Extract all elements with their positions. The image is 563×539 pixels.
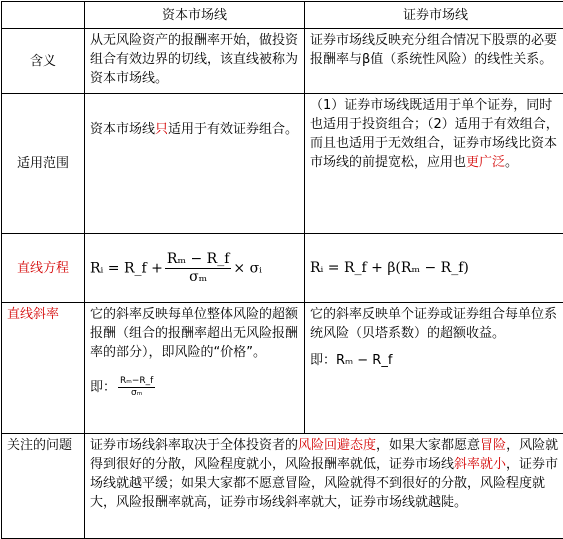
cell-sml-scope bbox=[305, 94, 563, 234]
sml-scope-text-1: （1）证券市场线既适用于单个证券，同时也适用于投资组合；（2）适用于有效组合，而且也适用于无效组合，证券市场线比资本市场线的前提宽松，应用也 bbox=[310, 98, 559, 170]
row-label-concern: 关注的问题 bbox=[2, 434, 85, 539]
row-label-slope: 直线斜率 bbox=[2, 303, 85, 434]
row-label-meaning: 含义 bbox=[2, 29, 85, 94]
cell-sml-slope bbox=[305, 303, 563, 434]
cml-eq-left: Rᵢ = R_f + bbox=[90, 260, 163, 276]
cml-slope-fraction bbox=[118, 376, 155, 399]
header-corner-cell bbox=[2, 2, 85, 29]
sml-scope-text-2: 。 bbox=[505, 155, 518, 170]
cml-slope-numerator: Rₘ−R_f bbox=[118, 376, 155, 388]
cml-slope-text: 它的斜率反映每单位整体风险的超额报酬（组合的报酬率超出无风险报酬率的部分），即风险的“价格”。 bbox=[90, 305, 299, 362]
cml-eq-denominator: σₘ bbox=[165, 269, 231, 286]
cell-cml-meaning: 从无风险资产的报酬率开始，做投资组合有效边界的切线，该直线被称为资本市场线。 bbox=[85, 29, 305, 94]
cml-scope-highlight: 只 bbox=[155, 122, 168, 137]
row-meaning bbox=[2, 29, 563, 94]
concern-text-3: ，风险就得到很好的分散，风险程度就小，风险报酬率就低，证券市场线 bbox=[90, 438, 558, 472]
row-concern bbox=[2, 434, 563, 539]
concern-highlight-3: 斜率就小 bbox=[454, 457, 506, 472]
cell-cml-scope bbox=[85, 94, 305, 234]
cml-equation bbox=[85, 234, 305, 303]
row-scope bbox=[2, 94, 563, 234]
cml-scope-text-2: 适用于有效证券组合。 bbox=[168, 122, 298, 137]
row-label-scope: 适用范围 bbox=[2, 94, 85, 234]
cell-sml-meaning: 证券市场线反映充分组合情况下股票的必要报酬率与β值（系统性风险）的线性关系。 bbox=[305, 29, 563, 94]
header-sml: 证券市场线 bbox=[305, 2, 563, 29]
concern-highlight-2: 冒险 bbox=[480, 438, 506, 453]
cml-scope-text-1: 资本市场线 bbox=[90, 122, 155, 137]
row-slope bbox=[2, 303, 563, 434]
header-cml: 资本市场线 bbox=[85, 2, 305, 29]
cml-slope-formula bbox=[90, 376, 299, 399]
concern-text-4: ，证券市场线就越平缓；如果大家都不愿意冒险，风险就得不到很好的分散，风险程度就大，风险报酬率就高，证券市场线斜率就大，证券市场线就越陡。 bbox=[90, 457, 558, 510]
cml-eq-right: × σᵢ bbox=[233, 260, 262, 276]
sml-slope-text: 它的斜率反映单个证券或证券组合每单位系统风险（贝塔系数）的超额收益。 bbox=[310, 305, 561, 343]
cml-eq-fraction bbox=[165, 251, 231, 286]
cml-slope-ji: 即： bbox=[90, 380, 116, 395]
sml-scope-highlight: 更广泛 bbox=[466, 155, 505, 170]
cml-slope-denominator: σₘ bbox=[118, 388, 155, 399]
cml-eq-numerator: Rₘ − R_f bbox=[165, 251, 231, 269]
cell-concern bbox=[85, 434, 563, 539]
row-equation bbox=[2, 234, 563, 303]
header-row bbox=[2, 2, 563, 29]
cell-cml-slope bbox=[85, 303, 305, 434]
concern-highlight-1: 风险回避态度 bbox=[298, 438, 376, 453]
concern-text-1: 证券市场线斜率取决于全体投资者的 bbox=[90, 438, 298, 453]
concern-text-2: ，如果大家都愿意 bbox=[376, 438, 480, 453]
comparison-table bbox=[1, 1, 563, 539]
row-label-equation: 直线方程 bbox=[2, 234, 85, 303]
sml-slope-formula: 即：Rₘ − R_f bbox=[310, 351, 561, 370]
sml-equation: Rᵢ = R_f + β(Rₘ − R_f) bbox=[305, 234, 563, 303]
